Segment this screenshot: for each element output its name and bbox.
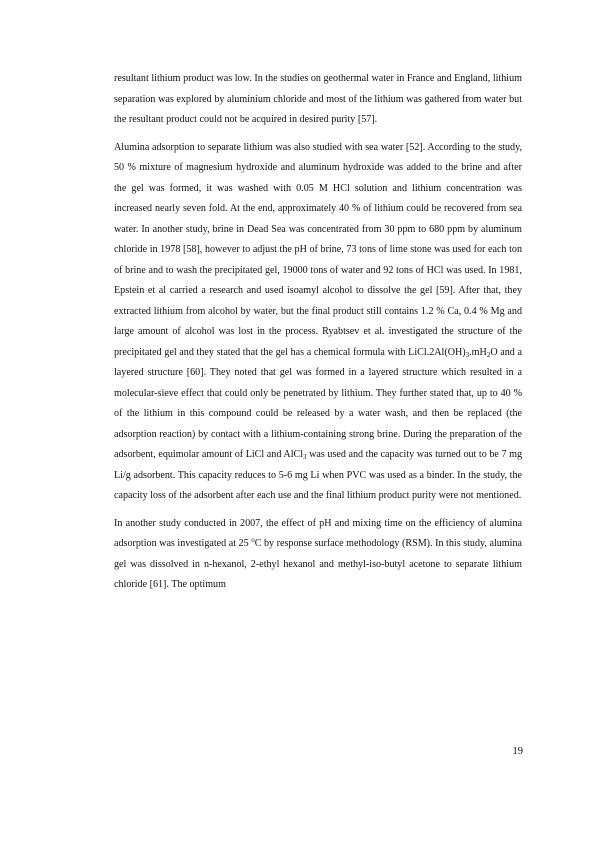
text-run: was used and the capacity was turned out to be 7 mg Li/g adsorbent. This capacity reduces to 5-6 mg Li when PVC was used as a binder. In the study, the capacity loss of the adsorbent after each use and the final lithium product purity were not mentioned. — [114, 449, 523, 501]
page-number: 19 — [512, 746, 523, 757]
text-run: In another study conducted in 2007, the effect of pH and mixing time on the efficiency of alumina adsorption was investigated at 25 — [114, 517, 522, 549]
paragraph — [114, 69, 522, 131]
text-run: C by response surface methodology (RSM). In this study, alumina gel was dissolved in n-hexanol, 2-ethyl hexanol and methyl-iso-butyl acetone to separate lithium chloride [61]. The optimum — [114, 538, 522, 590]
text-run: O and a layered structure [60]. They noted that gel was formed in a layered structure which resulted in a molecular-sieve effect that could only be penetrated by lithium. They further stated that, up to 40 % of the lithium in this compound could be released by a water wash, and then be replaced (the adsorption reaction) by contact with a lithium-containing strong brine. During the preparation of the adsorbent, equimolar amount of LiCl and AlCl — [114, 346, 523, 460]
paragraph — [114, 138, 522, 507]
body-text — [114, 69, 522, 603]
subscript-text: 2 — [486, 350, 491, 359]
paragraph — [114, 514, 522, 596]
text-run: resultant lithium product was low. In the studies on geothermal water in France and England, lithium separation was explored by aluminium chloride and most of the lithium was gathered from water but the resultant product could not be acquired in desired purity [57]. — [114, 73, 522, 125]
text-run: .mH — [469, 346, 487, 358]
subscript-text: 3 — [465, 350, 470, 359]
text-run: Alumina adsorption to separate lithium was also studied with sea water [52]. According to the study, 50 % mixture of magnesium hydroxide and aluminum hydroxide was added to the brine and after the gel was formed, it was washed with 0.05 M HCl solution and lithium concentration was increased nearly seven fold. At the end, approximately 40 % of lithium could be recovered from sea water. In another study, brine in Dead Sea was concentrated from 30 ppm to 680 ppm by aluminum chloride in 1978 [58], however to adjust the pH of brine, 73 tons of lime stone was used for each ton of brine and to wash the precipitated gel, 19000 tons of water and 92 tons of HCl was used. In 1981, Epstein et al carried a research and used isoamyl alcohol to dissolve the gel [59]. After that, they extracted lithium from alcohol by water, but the final product still contains 1.2 % Ca, 0.4 % Mg and large amount of alcohol was lost in the process. Ryabtsev et al. investigated the structure of the precipitated gel and they stated that the gel has a chemical formula with LiCl.2Al(OH) — [114, 141, 522, 358]
subscript-text: 3 — [303, 453, 307, 461]
superscript-text: o — [251, 536, 255, 544]
